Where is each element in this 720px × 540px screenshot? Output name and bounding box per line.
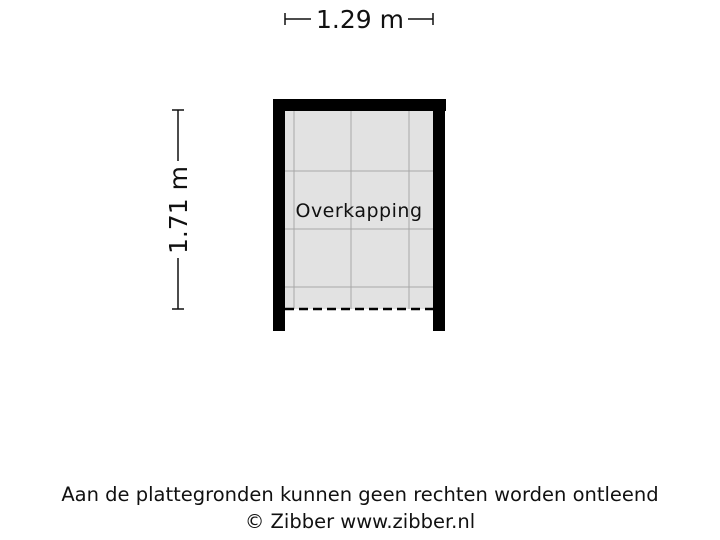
footer-copyright: © Zibber www.zibber.nl [244, 510, 476, 533]
wall-left [273, 99, 285, 331]
wall-right [433, 99, 445, 331]
height-dimension-label: 1.71 m [164, 166, 193, 254]
width-dimension-label: 1.29 m [316, 5, 404, 34]
footer-disclaimer: Aan de plattegronden kunnen geen rechten worden ontleend [61, 483, 659, 506]
wall-top [273, 99, 446, 111]
room-label: Overkapping [295, 200, 423, 222]
